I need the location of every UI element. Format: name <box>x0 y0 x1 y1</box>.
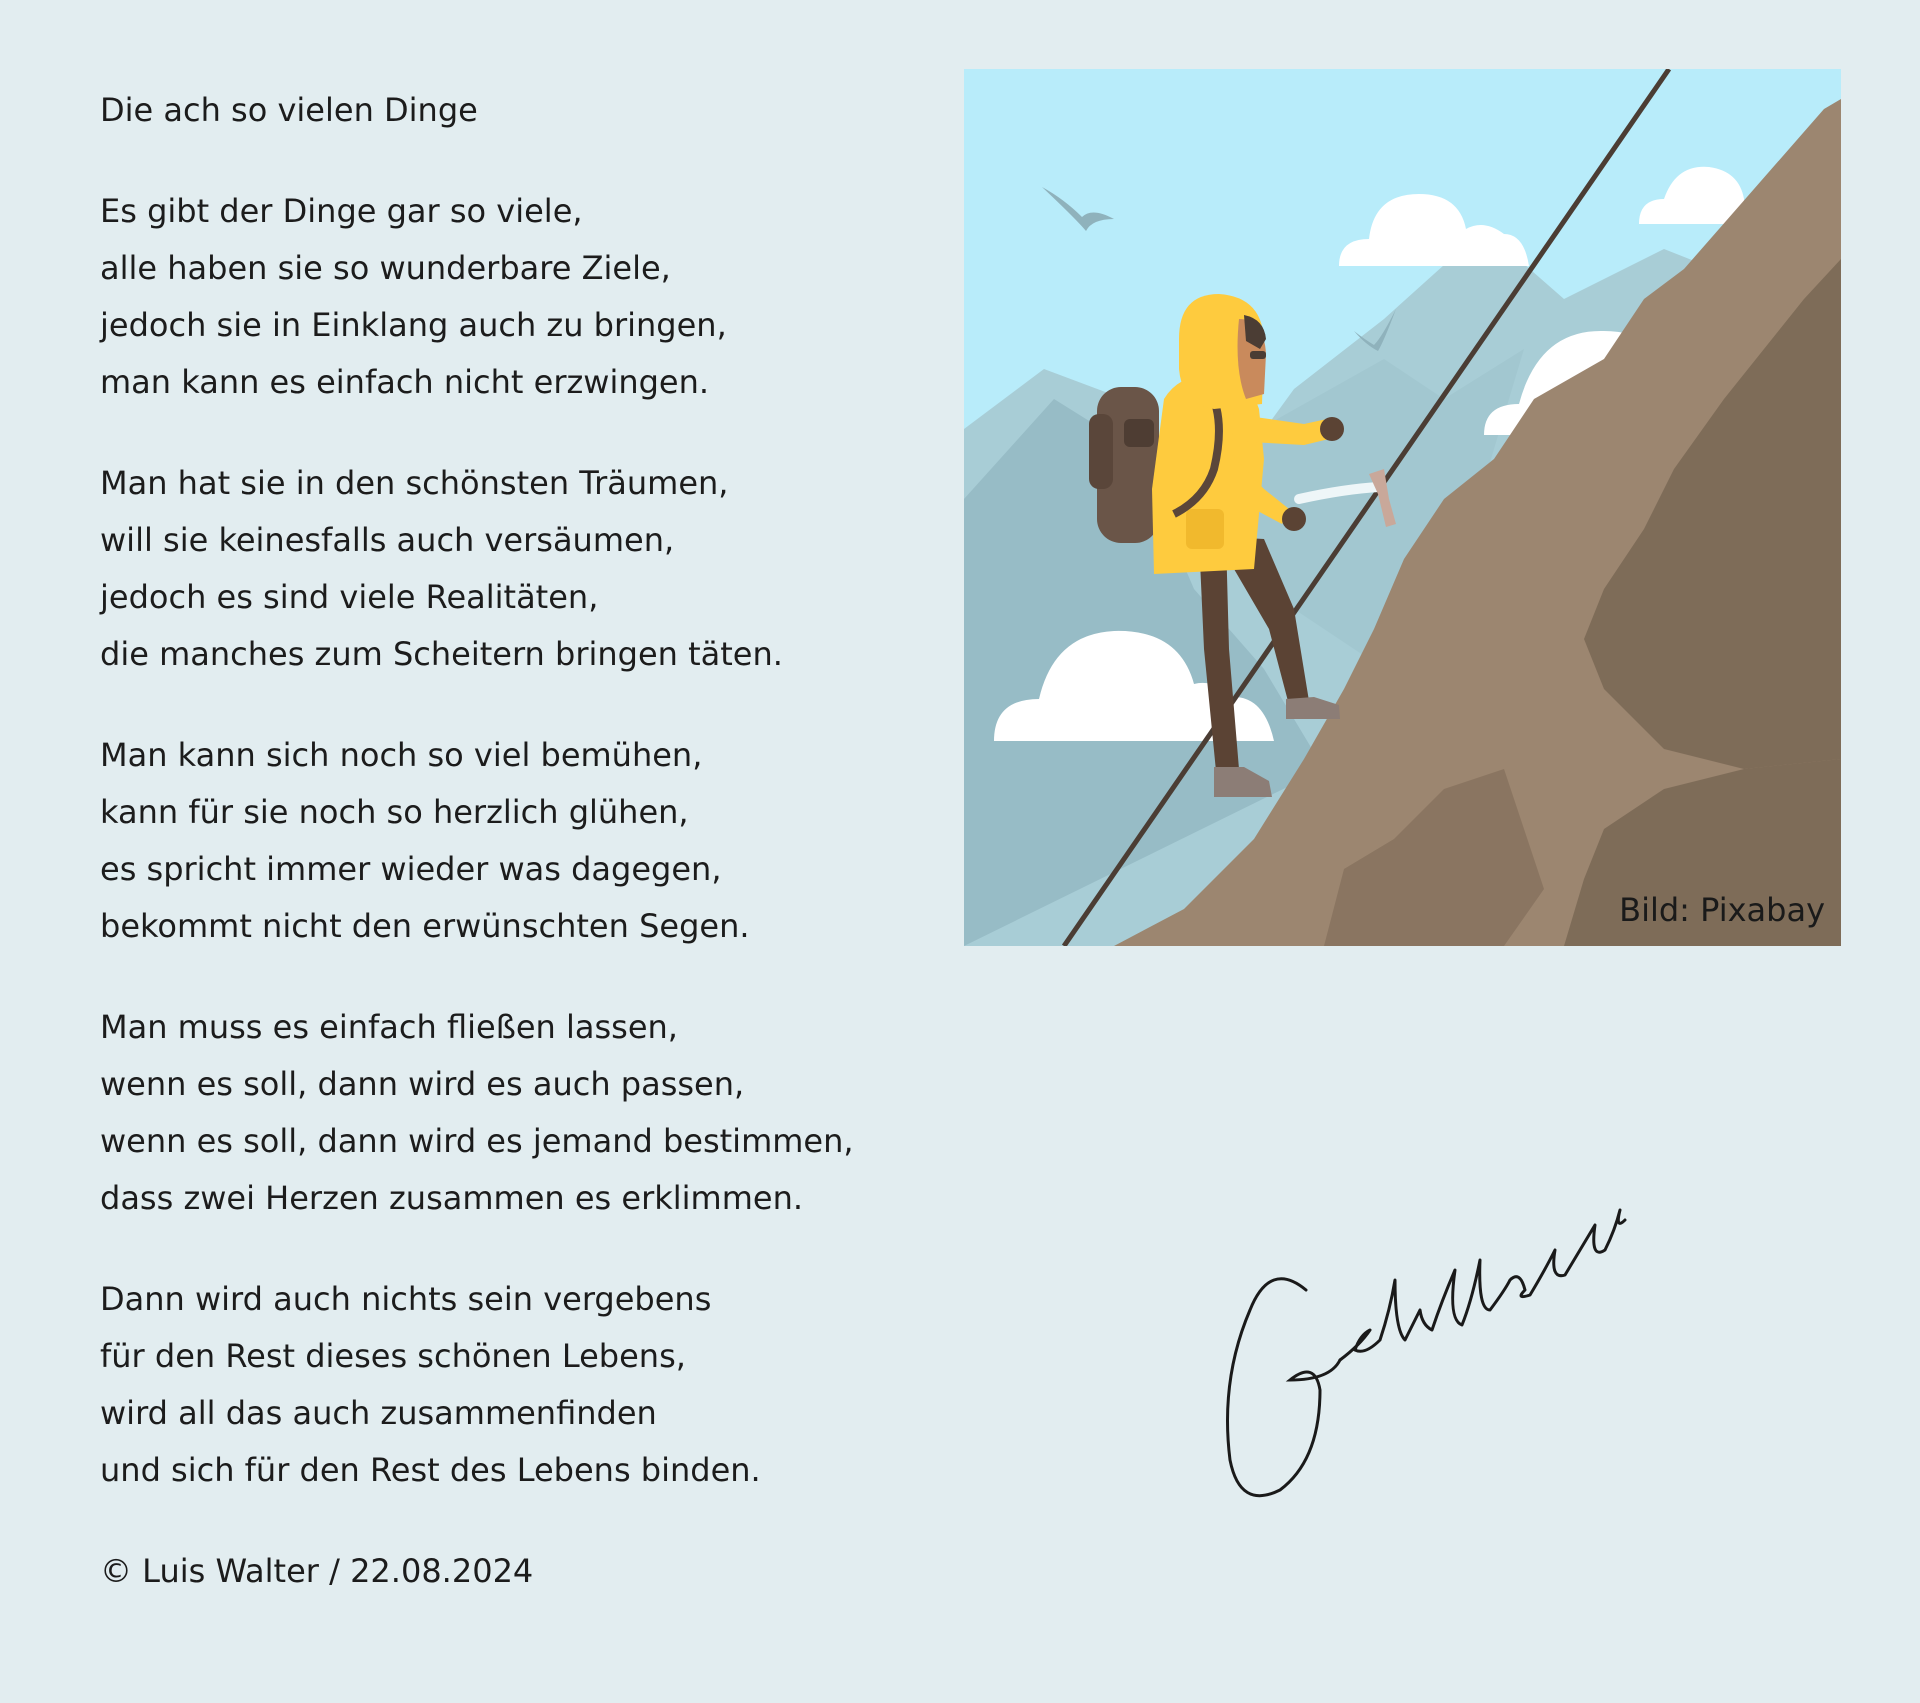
poem-line: Man hat sie in den schönsten Träumen, <box>100 464 729 502</box>
poem-line: Man muss es einfach fließen lassen, <box>100 1008 678 1046</box>
poem-line: Man kann sich noch so viel bemühen, <box>100 736 703 774</box>
climber-scene <box>964 69 1841 946</box>
poem <box>100 82 920 1600</box>
poem-line: wird all das auch zusammenfinden <box>100 1394 657 1432</box>
climber-hand <box>1320 417 1344 441</box>
poem-line: kann für sie noch so herzlich glühen, <box>100 793 689 831</box>
backpack-patch <box>1124 419 1154 447</box>
goggles-icon <box>1250 351 1266 359</box>
poem-line: jedoch sie in Einklang auch zu bringen, <box>100 306 727 344</box>
poem-line: bekommt nicht den erwünschten Segen. <box>100 907 750 945</box>
poem-line: es spricht immer wieder was dagegen, <box>100 850 722 888</box>
stanza-2 <box>100 455 920 683</box>
poem-line: Dann wird auch nichts sein vergebens <box>100 1280 712 1318</box>
poem-title: Die ach so vielen Dinge <box>100 91 478 129</box>
stanza-1 <box>100 183 920 411</box>
stanza-3 <box>100 727 920 955</box>
poem-line: und sich für den Rest des Lebens binden. <box>100 1451 761 1489</box>
stanza-5 <box>100 1271 920 1499</box>
poem-line: für den Rest dieses schönen Lebens, <box>100 1337 686 1375</box>
image-credit: Bild: Pixabay <box>1619 891 1825 929</box>
poem-line: man kann es einfach nicht erzwingen. <box>100 363 710 401</box>
copyright-line: © Luis Walter / 22.08.2024 <box>100 1552 534 1590</box>
climber-hand <box>1282 507 1306 531</box>
signature-gedichtezauber <box>1210 1130 1630 1510</box>
poem-line: Es gibt der Dinge gar so viele, <box>100 192 583 230</box>
climber-illustration <box>964 69 1841 946</box>
signature-stroke <box>1228 1279 1341 1496</box>
backpack-pocket <box>1089 414 1113 489</box>
poem-line: wenn es soll, dann wird es jemand bestimmen, <box>100 1122 854 1160</box>
stanza-4 <box>100 999 920 1227</box>
jacket-pocket <box>1186 509 1224 549</box>
signature-stroke <box>1340 1210 1625 1360</box>
poem-line: die manches zum Scheitern bringen täten. <box>100 635 783 673</box>
poem-line: jedoch es sind viele Realitäten, <box>100 578 599 616</box>
poem-line: will sie keinesfalls auch versäumen, <box>100 521 675 559</box>
poem-line: alle haben sie so wunderbare Ziele, <box>100 249 671 287</box>
poem-line: wenn es soll, dann wird es auch passen, <box>100 1065 745 1103</box>
poem-line: dass zwei Herzen zusammen es erklimmen. <box>100 1179 804 1217</box>
